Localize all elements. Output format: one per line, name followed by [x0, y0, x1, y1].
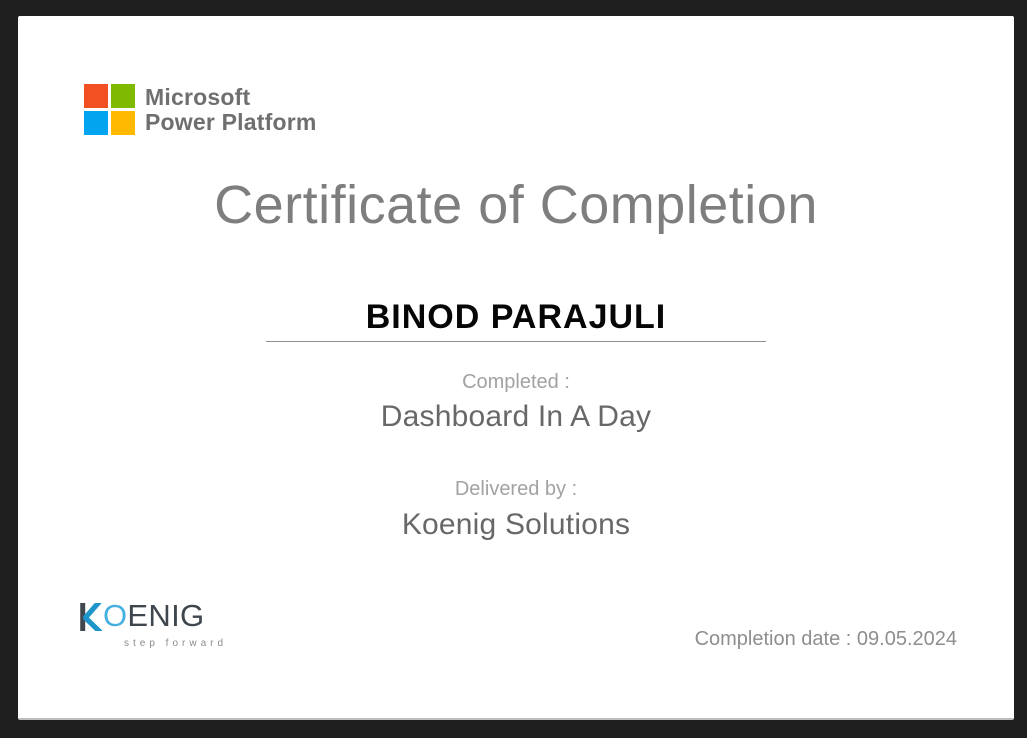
microsoft-square-blue	[84, 111, 108, 135]
microsoft-square-green	[111, 84, 135, 108]
koenig-tagline: step forward	[124, 638, 228, 649]
recipient-name-underline	[266, 298, 766, 342]
completion-date: Completion date : 09.05.2024	[694, 628, 957, 650]
course-name: Dashboard In A Day	[380, 400, 652, 433]
microsoft-logo-line2: Power Platform	[145, 108, 317, 135]
certificate-title: Certificate of Completion	[214, 175, 818, 235]
microsoft-logo-icon	[84, 84, 135, 135]
microsoft-logo-text	[145, 85, 317, 135]
koenig-wordmark-o: O	[103, 598, 128, 633]
provider-name: Koenig Solutions	[401, 508, 631, 541]
delivered-by-label: Delivered by :	[454, 478, 578, 500]
koenig-wordmark	[80, 600, 227, 631]
microsoft-square-yellow	[111, 111, 135, 135]
microsoft-logo-line1: Microsoft	[145, 83, 251, 110]
microsoft-square-orange	[84, 84, 108, 108]
koenig-wordmark-enig: ENIG	[127, 598, 205, 633]
certificate-paper	[18, 16, 1014, 720]
koenig-k-icon	[80, 603, 102, 631]
microsoft-power-platform-logo	[84, 84, 317, 135]
recipient-name: BINOD PARAJULI	[365, 298, 667, 336]
completed-label: Completed :	[462, 371, 570, 393]
koenig-logo	[80, 600, 227, 649]
